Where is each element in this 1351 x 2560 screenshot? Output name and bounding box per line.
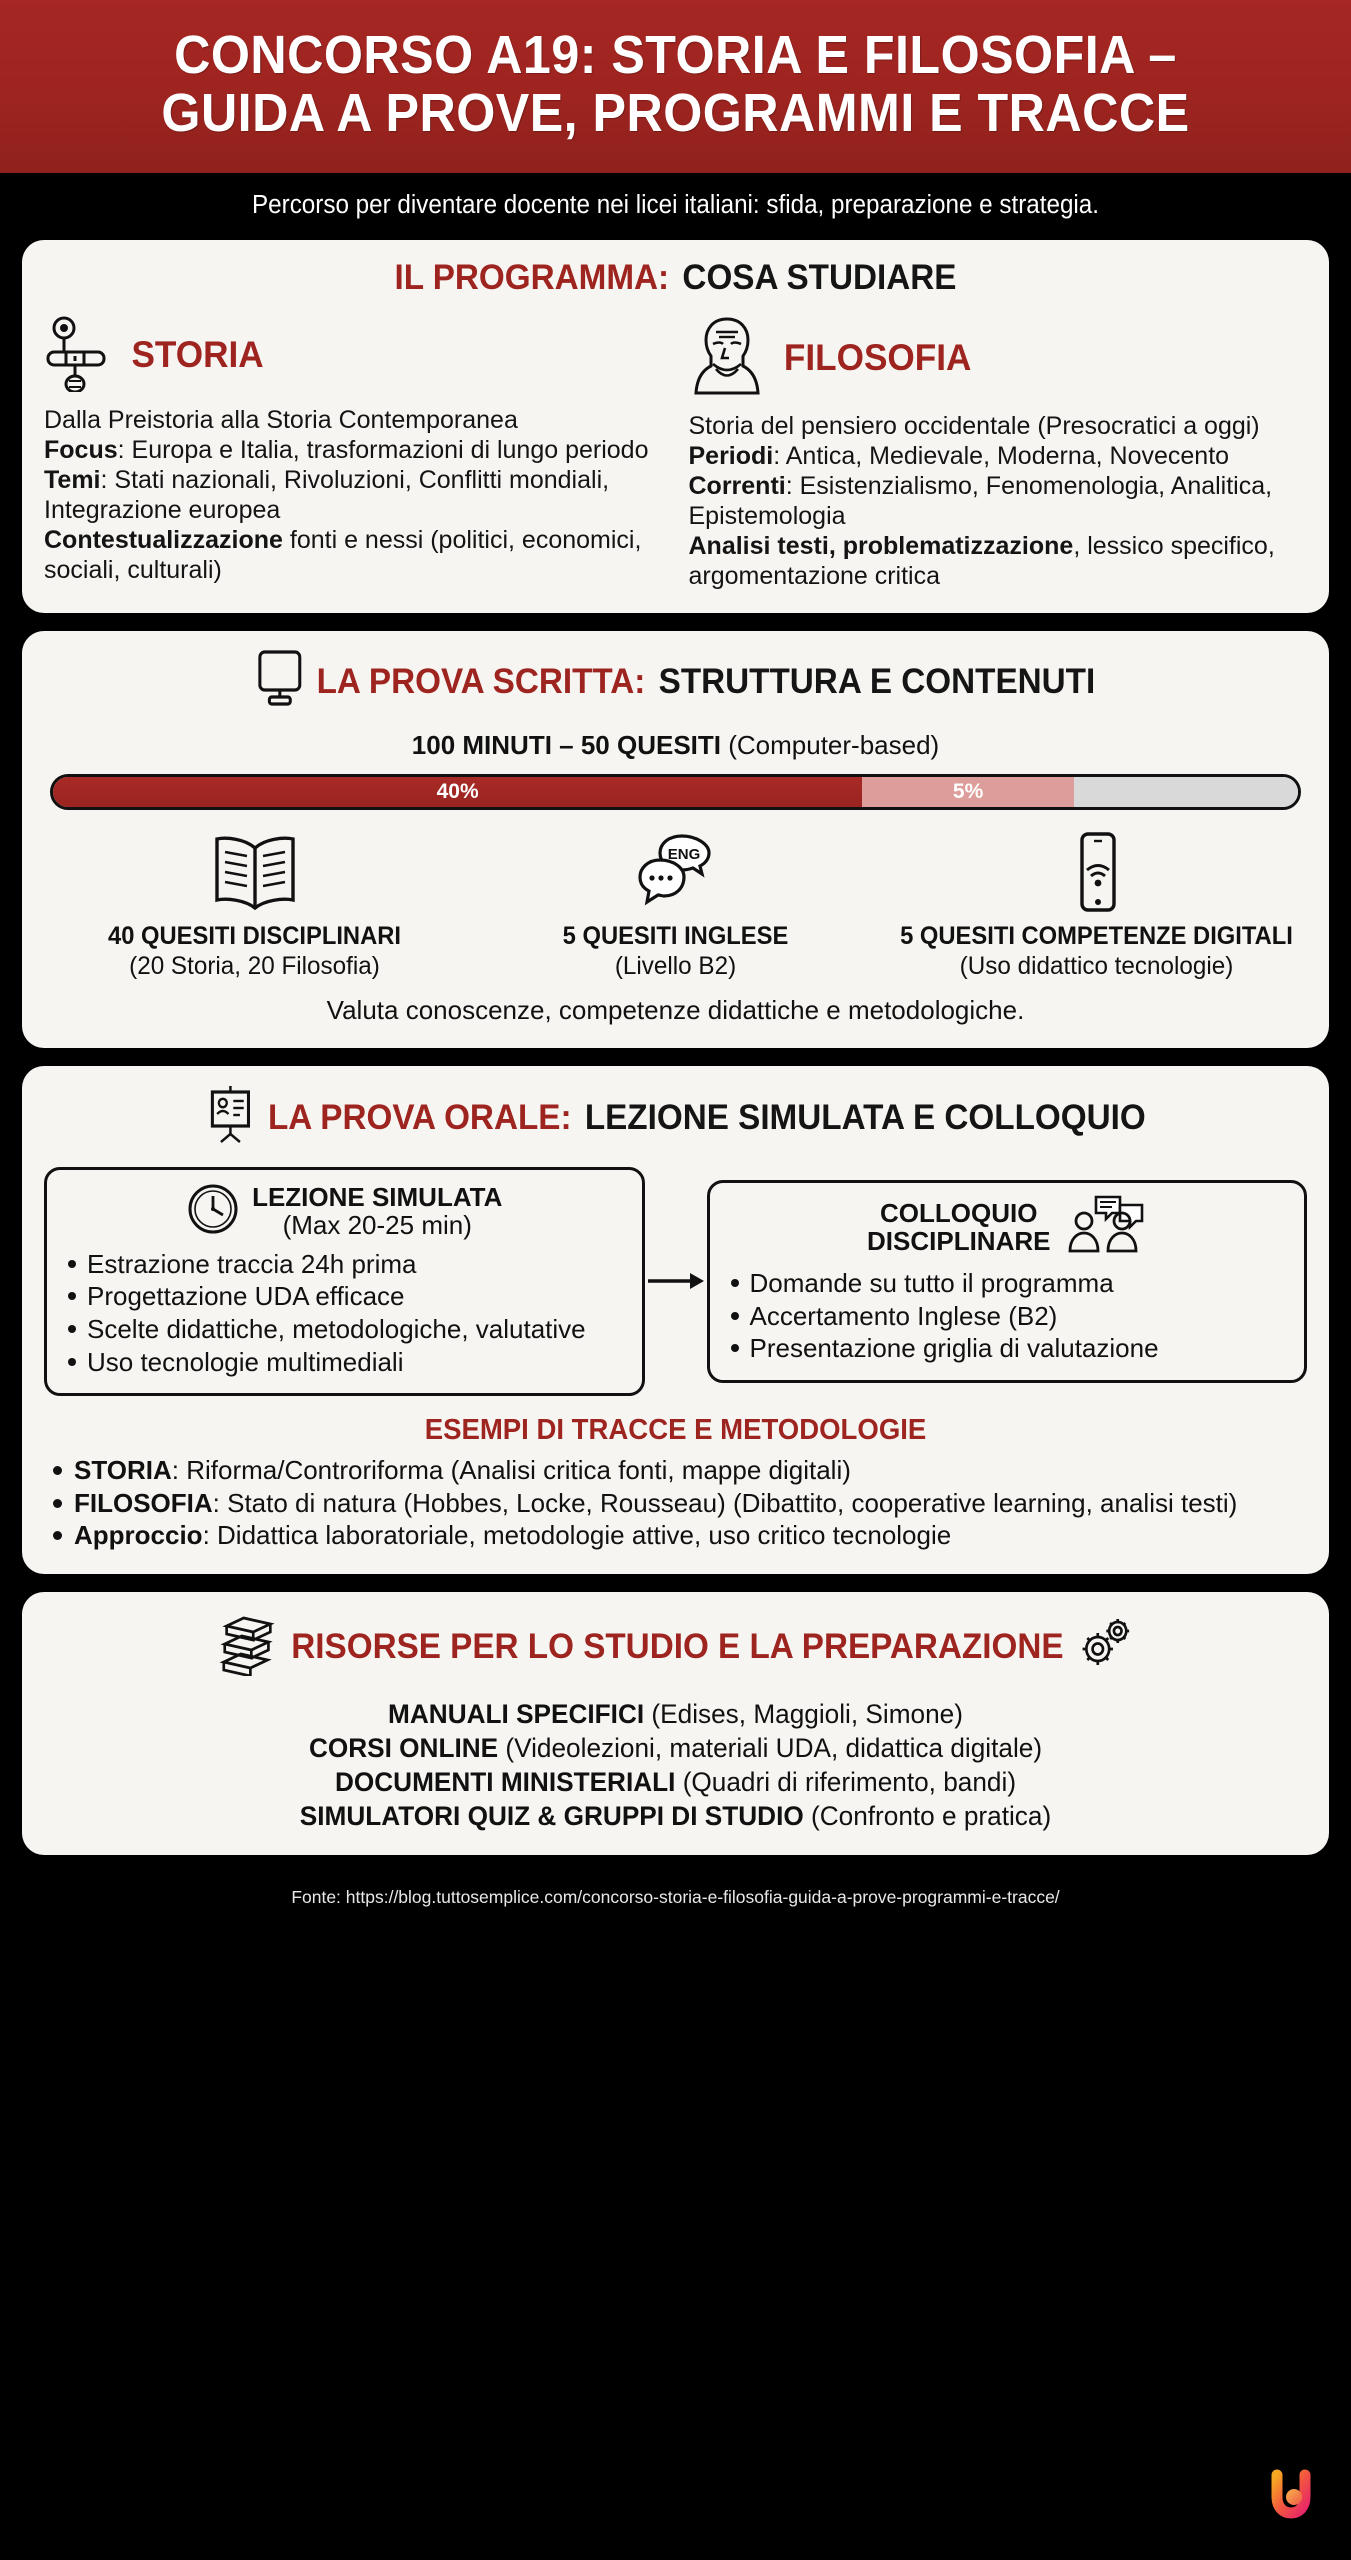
programma-title — [76, 258, 1276, 298]
timeline-icon — [44, 314, 114, 397]
filosofia-line-1: Periodi: Antica, Medievale, Moderna, Novecento — [688, 441, 1230, 470]
list-item: Progettazione UDA efficace — [61, 1281, 628, 1312]
risorse-title-row — [76, 1610, 1276, 1685]
lezione-simulata-list — [61, 1249, 628, 1378]
clock-icon — [186, 1182, 240, 1241]
filosofia-body — [689, 411, 1308, 591]
card-prova-orale — [22, 1066, 1329, 1574]
storia-header — [44, 314, 663, 397]
list-item: FILOSOFIA: Stato di natura (Hobbes, Locke, Rousseau) (Dibattito, cooperative learning, analisi testi) — [44, 1488, 1307, 1519]
bar-segment-disciplinari: 40% — [53, 777, 862, 807]
filosofia-line-2: Correnti: Esistenzialismo, Fenomenologia, Analitica, Epistemologia — [688, 471, 1273, 530]
list-item: Estrazione traccia 24h prima — [61, 1249, 628, 1280]
arrow-right-icon — [645, 1268, 707, 1294]
risorse-list — [44, 1697, 1307, 1833]
storia-label: STORIA — [131, 334, 264, 376]
prova-scritta-title-black: STRUTTURA E CONTENUTI — [658, 662, 1096, 702]
list-item: Accertamento Inglese (B2) — [724, 1301, 1291, 1332]
prova-scritta-col-0-label: 40 QUESITI DISCIPLINARI — [108, 921, 401, 950]
risorse-item: SIMULATORI QUIZ & GRUPPI DI STUDIO (Confronto e pratica) — [299, 1800, 1052, 1831]
prova-scritta-col-0-sub: (20 Storia, 20 Filosofia) — [129, 951, 380, 980]
colloquio-title-line2: DISCIPLINARE — [867, 1226, 1051, 1257]
page-subtitle: Percorso per diventare docente nei licei italiani: sfida, preparazione e strategia. — [251, 190, 1100, 219]
distribution-bar — [50, 774, 1301, 810]
speech-bubbles-eng-icon — [467, 826, 884, 918]
list-item: Presentazione griglia di valutazione — [724, 1333, 1291, 1364]
lezione-simulata-title: LEZIONE SIMULATA — [252, 1181, 503, 1212]
prova-scritta-columns — [44, 826, 1307, 981]
lezione-simulata-subtitle: (Max 20-25 min) — [282, 1210, 472, 1241]
u-logo — [1265, 2467, 1317, 2526]
source-url: Fonte: https://blog.tuttosemplice.com/concorso-storia-e-filosofia-guida-a-prove-programmi-e-tracce/ — [291, 1886, 1060, 1907]
bar-segment-remaining — [1074, 777, 1298, 807]
risorse-item: MANUALI SPECIFICI (Edises, Maggioli, Simone) — [388, 1698, 963, 1729]
storia-line-0: Dalla Preistoria alla Storia Contemporanea — [44, 405, 518, 434]
lezione-simulata-title-block — [252, 1183, 502, 1240]
filosofia-line-0: Storia del pensiero occidentale (Presocratici a oggi) — [688, 411, 1260, 440]
risorse-item: CORSI ONLINE (Videolezioni, materiali UDA, didattica digitale) — [308, 1732, 1043, 1763]
smartphone-wifi-icon — [888, 826, 1305, 918]
gears-icon — [1077, 1615, 1132, 1680]
filosofia-header — [689, 314, 1308, 403]
risorse-title: RISORSE PER LO STUDIO E LA PREPARAZIONE — [291, 1627, 1064, 1667]
prova-scritta-meta-normal: (Computer-based) — [721, 729, 940, 760]
two-people-chat-icon — [1062, 1195, 1146, 1260]
programma-title-black: COSA STUDIARE — [682, 257, 957, 297]
risorse-item: DOCUMENTI MINISTERIALI (Quadri di riferimento, bandi) — [334, 1766, 1017, 1797]
programma-title-red: IL PROGRAMMA: — [394, 257, 670, 297]
colloquio-title-line1: COLLOQUIO — [880, 1197, 1038, 1228]
list-item: Domande su tutto il programma — [724, 1268, 1291, 1299]
colloquio-header — [724, 1195, 1291, 1260]
list-item: Approccio: Didattica laboratoriale, metodologie attive, uso critico tecnologie — [44, 1520, 1307, 1551]
philosopher-bust-icon — [689, 314, 765, 403]
prova-scritta-col-1-sub: (Livello B2) — [614, 951, 737, 980]
list-item: Scelte didattiche, metodologiche, valutative — [61, 1314, 628, 1345]
tracce-list — [44, 1455, 1307, 1551]
page-title — [84, 26, 1266, 143]
prova-scritta-meta — [44, 730, 1307, 761]
filosofia-line-3: Analisi testi, problematizzazione, lessico specifico, argomentazione critica — [688, 531, 1275, 590]
prova-orale-title-red: LA PROVA ORALE: — [267, 1098, 572, 1138]
filosofia-label: FILOSOFIA — [783, 337, 971, 379]
column-storia — [44, 314, 663, 591]
tracce-title: ESEMPI DI TRACCE E METODOLOGIE — [424, 1414, 927, 1447]
box-colloquio-disciplinare — [707, 1180, 1308, 1383]
prova-scritta-column-0 — [44, 826, 465, 981]
colloquio-list — [724, 1268, 1291, 1364]
open-book-icon — [46, 826, 463, 918]
box-lezione-simulata — [44, 1167, 645, 1397]
prova-scritta-column-1 — [465, 826, 886, 981]
prova-orale-title — [76, 1084, 1276, 1153]
prova-scritta-col-2-sub: (Uso didattico tecnologie) — [959, 951, 1234, 980]
prova-scritta-col-1-label: 5 QUESITI INGLESE — [562, 921, 789, 950]
bar-segment-inglese: 5% — [862, 777, 1074, 807]
subtitle-bar — [0, 173, 1351, 240]
prova-scritta-col-2-label: 5 QUESITI COMPETENZE DIGITALI — [900, 921, 1293, 950]
card-prova-scritta — [22, 631, 1329, 1048]
column-filosofia — [689, 314, 1308, 591]
card-risorse — [22, 1592, 1329, 1855]
prova-scritta-note: Valuta conoscenze, competenze didattiche e metodologiche. — [326, 994, 1025, 1025]
lezione-simulata-header — [61, 1182, 628, 1241]
prova-scritta-title — [76, 649, 1276, 716]
prova-orale-title-black: LEZIONE SIMULATA E COLLOQUIO — [584, 1098, 1146, 1138]
presentation-board-icon — [205, 1084, 254, 1153]
books-stack-icon — [219, 1610, 278, 1685]
page-title-line2: GUIDA A PROVE, PROGRAMMI E TRACCE — [161, 83, 1190, 144]
card-programma — [22, 240, 1329, 613]
footer — [0, 1873, 1351, 1908]
storia-line-3: Contestualizzazione fonti e nessi (politici, economici, sociali, culturali) — [44, 525, 642, 584]
prova-scritta-meta-bold: 100 MINUTI – 50 QUESITI — [411, 729, 721, 760]
list-item: Uso tecnologie multimediali — [61, 1347, 628, 1378]
prova-scritta-title-red: LA PROVA SCRITTA: — [316, 662, 646, 702]
colloquio-title-block — [867, 1199, 1050, 1256]
svg-text:ENG: ENG — [667, 845, 700, 863]
storia-body — [44, 405, 663, 585]
storia-line-2: Temi: Stati nazionali, Rivoluzioni, Conflitti mondiali, Integrazione europea — [44, 465, 610, 524]
prova-scritta-column-2 — [886, 826, 1307, 981]
list-item: STORIA: Riforma/Controriforma (Analisi critica fonti, mappe digitali) — [44, 1455, 1307, 1486]
monitor-icon — [256, 649, 304, 716]
page-title-line1: CONCORSO A19: STORIA E FILOSOFIA – — [174, 25, 1177, 85]
storia-line-1: Focus: Europa e Italia, trasformazioni di lungo periodo — [44, 435, 649, 464]
header-banner — [0, 0, 1351, 173]
